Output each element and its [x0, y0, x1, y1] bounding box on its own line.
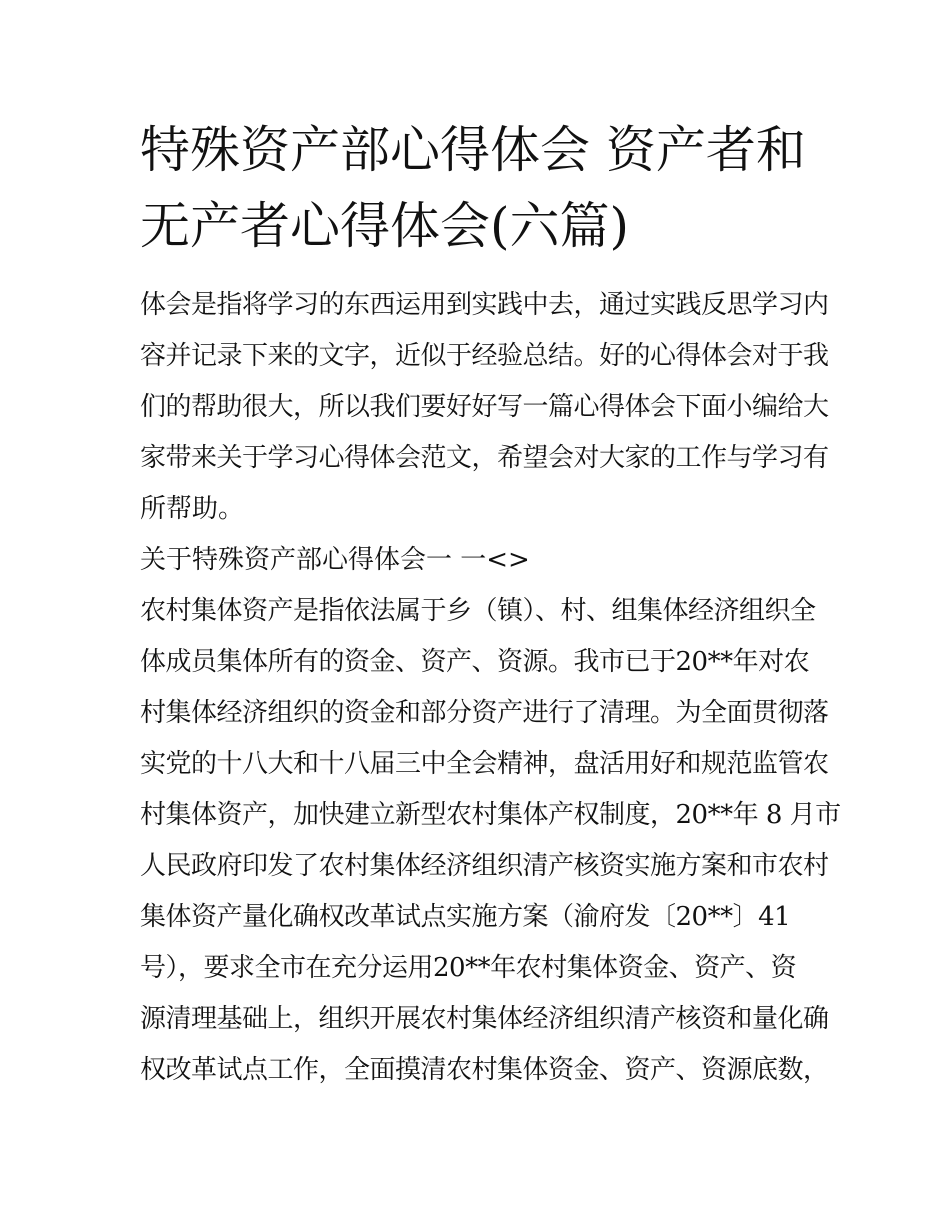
intro-line-1: 体会是指将学习的东西运用到实践中去，通过实践反思学习内	[140, 290, 829, 320]
title-line-1: 特殊资产部心得体会 资产者和	[140, 121, 806, 179]
intro-line-5: 所帮助。	[140, 494, 245, 524]
section-line-9: 源清理基础上，组织开展农村集体经济组织清产核资和量化确	[140, 1004, 829, 1034]
section-line-3: 村集体经济组织的资金和部分资产进行了清理。为全面贯彻落	[140, 698, 829, 728]
section-line-4: 实党的十八大和十八届三中全会精神，盘活用好和规范监管农	[140, 749, 829, 779]
intro-line-3: 们的帮助很大，所以我们要好好写一篇心得体会下面小编给大	[140, 392, 829, 422]
document-title	[140, 112, 820, 264]
intro-line-4: 家带来关于学习心得体会范文，希望会对大家的工作与学习有	[140, 443, 829, 473]
section-line-7: 集体资产量化确权改革试点实施方案（渝府发〔20**〕41	[140, 902, 791, 932]
section-line-10: 权改革试点工作，全面摸清农村集体资金、资产、资源底数，	[140, 1055, 829, 1085]
section-line-8: 号），要求全市在充分运用20**年农村集体资金、资产、资	[140, 953, 797, 983]
title-line-2: 无产者心得体会(六篇)	[140, 197, 630, 255]
document-body	[140, 280, 841, 1096]
section-line-1: 农村集体资产是指依法属于乡（镇）、村、组集体经济组织全	[140, 596, 816, 626]
section-line-6: 人民政府印发了农村集体经济组织清产核资实施方案和市农村	[140, 851, 829, 881]
section-line-5: 村集体资产，加快建立新型农村集体产权制度，20**年 8 月市	[140, 800, 841, 830]
document-page	[140, 112, 841, 1096]
intro-line-2: 容并记录下来的文字，近似于经验总结。好的心得体会对于我	[140, 341, 829, 371]
section-line-2: 体成员集体所有的资金、资产、资源。我市已于20**年对农	[140, 647, 810, 677]
section-heading: 关于特殊资产部心得体会一 一<>	[140, 545, 530, 575]
